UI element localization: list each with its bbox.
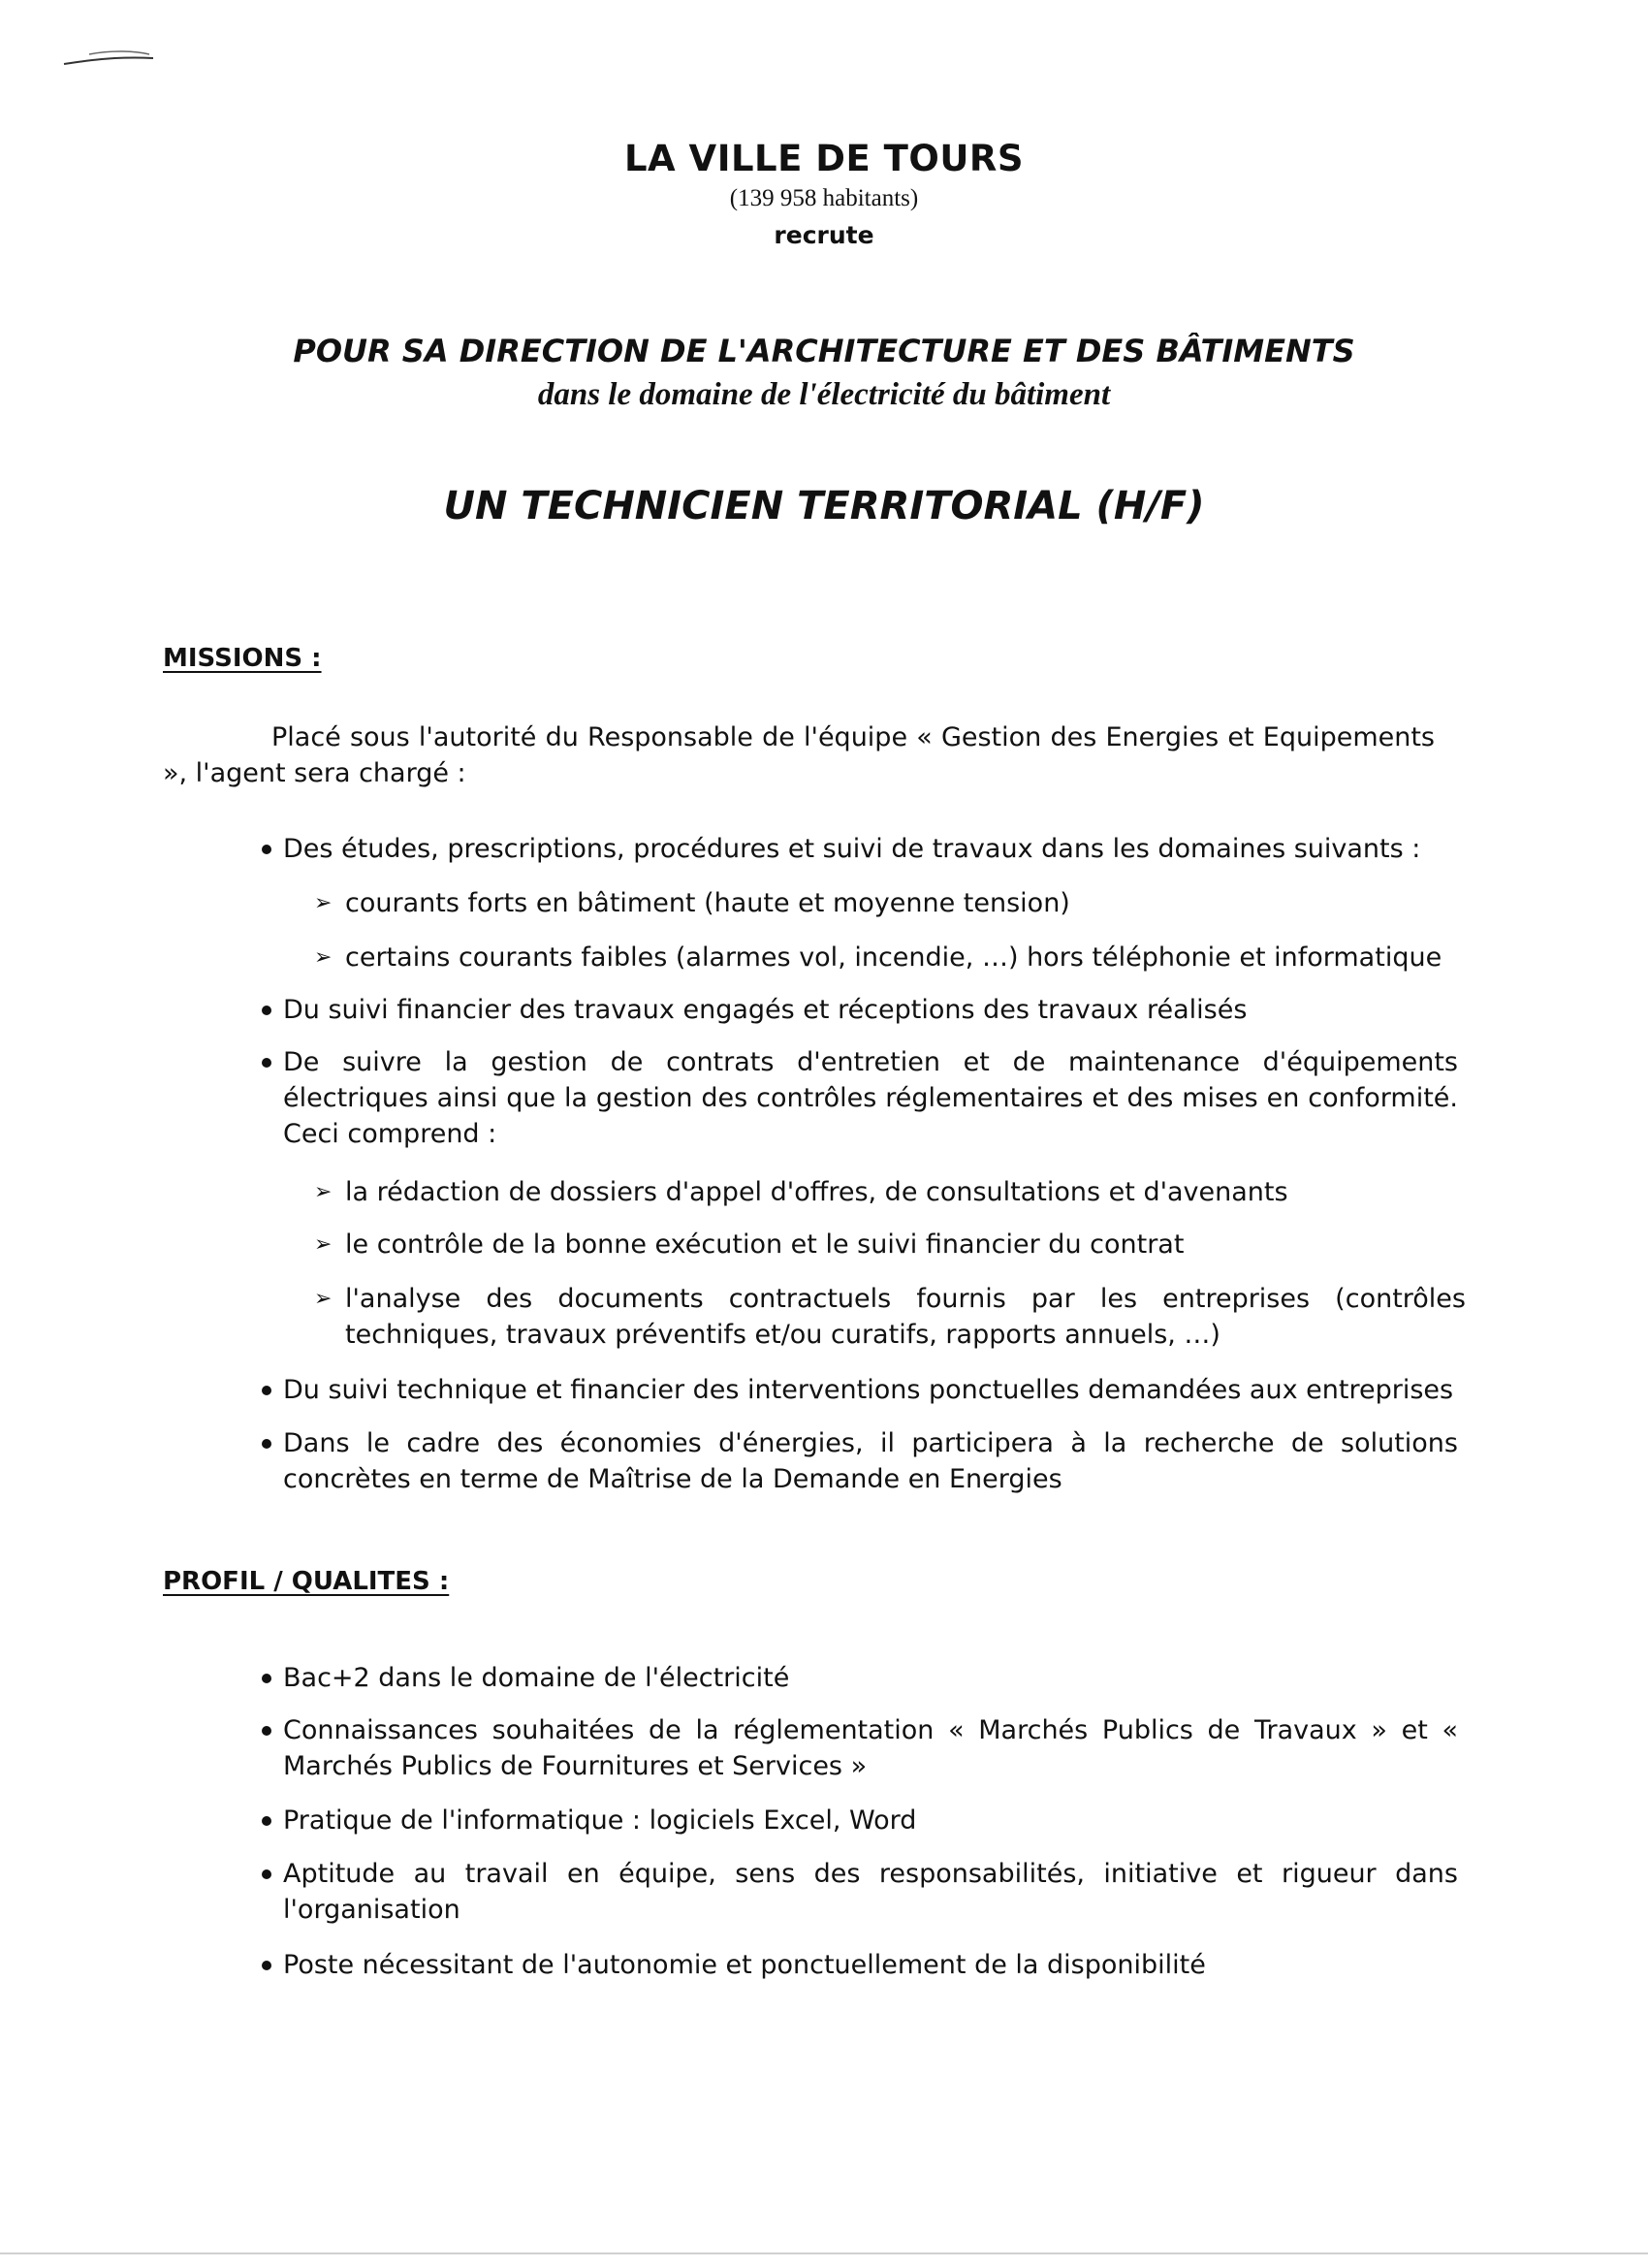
domain-subheading: dans le domaine de l'électricité du bâtiment	[537, 377, 1111, 412]
missions-intro	[163, 719, 1435, 791]
mission-item: De suivre la gestion de contrats d'entretien et de maintenance d'équipements électriques ainsi que la gestion des contrôles réglementaires et des mises en conformité. Ceci comprend :	[260, 1044, 1458, 1152]
job-title: UN TECHNICIEN TERRITORIAL (H/F)	[443, 484, 1205, 528]
mission-item: Des études, prescriptions, procédures et suivi de travaux dans les domaines suivants :	[260, 831, 1458, 867]
recrute-label: recrute	[774, 221, 874, 249]
mission-subitem: ➢ certains courants faibles (alarmes vol, incendie, …) hors téléphonie et informatique	[314, 940, 1466, 975]
profil-item: Connaissances souhaitées de la réglementation « Marchés Publics de Travaux » et « Marchés Publics de Fournitures et Services »	[260, 1712, 1458, 1784]
population-line: (139 958 habitants)	[729, 185, 919, 211]
missions-title: MISSIONS :	[163, 644, 322, 673]
mission-subitem: ➢ l'analyse des documents contractuels fournis par les entreprises (contrôles techniques, travaux préventifs et/ou curatifs, rapports annuels, …)	[314, 1281, 1466, 1353]
profil-title: PROFIL / QUALITES :	[163, 1567, 450, 1596]
mission-item: Du suivi financier des travaux engagés et réceptions des travaux réalisés	[260, 992, 1458, 1028]
missions-intro-text: Placé sous l'autorité du Responsable de l'équipe « Gestion des Energies et Equipements », l'agent sera chargé :	[163, 722, 1435, 788]
profil-item: Poste nécessitant de l'autonomie et ponctuellement de la disponibilité	[260, 1947, 1458, 1983]
mission-subitem: ➢ la rédaction de dossiers d'appel d'offres, de consultations et d'avenants	[314, 1174, 1466, 1210]
mission-subitem: ➢ courants forts en bâtiment (haute et moyenne tension)	[314, 885, 1466, 921]
organization-title: LA VILLE DE TOURS	[623, 138, 1025, 179]
scan-bottom-edge	[0, 2252, 1648, 2254]
scan-mark	[60, 43, 157, 72]
profil-item: Bac+2 dans le domaine de l'électricité	[260, 1660, 1458, 1696]
profil-item: Pratique de l'informatique : logiciels Excel, Word	[260, 1803, 1458, 1838]
mission-item: Dans le cadre des économies d'énergies, il participera à la recherche de solutions concrètes en terme de Maîtrise de la Demande en Energies	[260, 1425, 1458, 1497]
mission-subitem: ➢ le contrôle de la bonne exécution et le suivi financier du contrat	[314, 1227, 1466, 1262]
profil-item: Aptitude au travail en équipe, sens des responsabilités, initiative et rigueur dans l'organisation	[260, 1856, 1458, 1928]
mission-item: Du suivi technique et financier des interventions ponctuelles demandées aux entreprises	[260, 1372, 1458, 1408]
direction-heading: POUR SA DIRECTION DE L'ARCHITECTURE ET DES BÂTIMENTS	[293, 333, 1355, 369]
